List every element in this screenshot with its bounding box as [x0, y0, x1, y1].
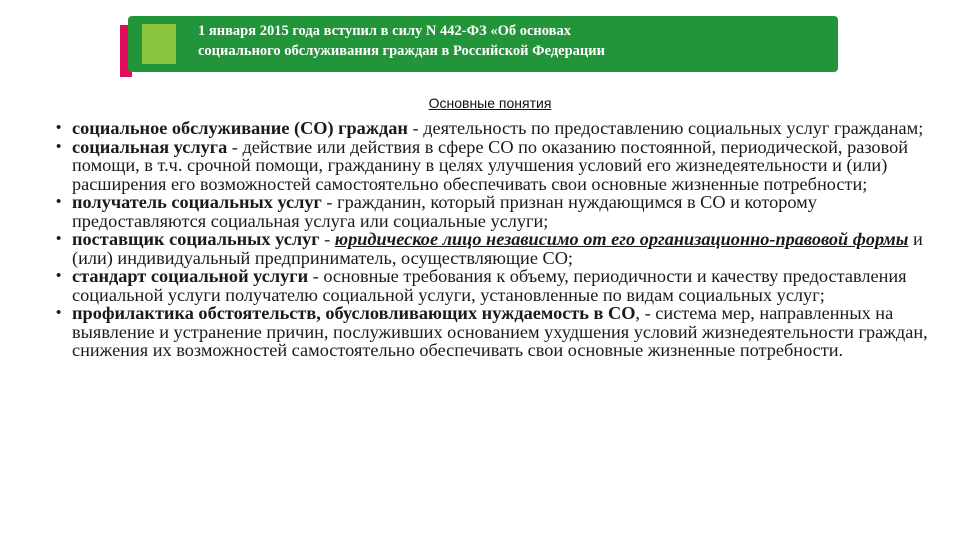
bullet-icon: •: [56, 304, 62, 321]
concepts-list: [56, 119, 936, 360]
definition: - действие или действия в сфере СО по оказанию постоянной, периодической, разовой помощи, в т.ч. срочной помощи, гражданину в целях улучшения условий его жизнедеятельности и (или) расширения его возможностей самостоятельно обеспечивать свои основные жизненные потребности;: [72, 136, 909, 194]
definition: - гражданин, который признан нуждающимся в СО и которому предоставляются социальная услуга или социальные услуги;: [72, 192, 817, 231]
definition-prefix: -: [319, 229, 335, 249]
term: стандарт социальной услуги: [72, 266, 309, 286]
title-line-1: 1 января 2015 года вступил в силу N 442-ФЗ «Об основах: [198, 23, 571, 39]
bullet-icon: •: [56, 119, 62, 136]
bullet-icon: •: [56, 193, 62, 210]
term: поставщик социальных услуг: [72, 229, 320, 249]
title-line-2: социального обслуживания граждан в Российской Федерации: [198, 43, 605, 59]
definition: - деятельность по предоставлению социальных услуг гражданам;: [407, 118, 924, 138]
term: получатель социальных услуг: [72, 192, 322, 212]
bullet-icon: •: [56, 137, 62, 155]
list-item: [56, 138, 936, 194]
title-banner-text: [198, 21, 818, 61]
list-item: [56, 267, 936, 304]
term: социальная услуга: [72, 136, 228, 157]
term: профилактика обстоятельств, обусловливающих нуждаемость в СО: [72, 303, 636, 323]
section-subtitle: [0, 95, 960, 113]
subtitle-text: Основные понятия: [428, 95, 552, 111]
list-item: [56, 119, 936, 138]
decorative-green-square: [142, 24, 176, 64]
emphasized-phrase: юридическое лицо независимо от его организационно-правовой формы: [334, 229, 909, 249]
definition: - основные требования к объему, периодичности и качеству предоставления социальной услуги получателю социальной услуги, установленные по видам социальных услуг;: [72, 266, 907, 305]
bullet-icon: •: [56, 230, 62, 247]
definition: и (или) индивидуальный предприниматель, осуществляющие СО;: [72, 229, 923, 268]
list-item: [56, 230, 936, 267]
term: социальное обслуживание (СО) граждан: [72, 118, 408, 138]
definition: , - система мер, направленных на выявление и устранение причин, послуживших основанием ухудшения условий жизнедеятельности граждан, снижения их возможностей самостоятельно обеспечивать свои основные жизненные потребности.: [72, 303, 928, 360]
list-item: [56, 193, 936, 230]
list-item: [56, 304, 936, 360]
bullet-icon: •: [56, 267, 62, 284]
